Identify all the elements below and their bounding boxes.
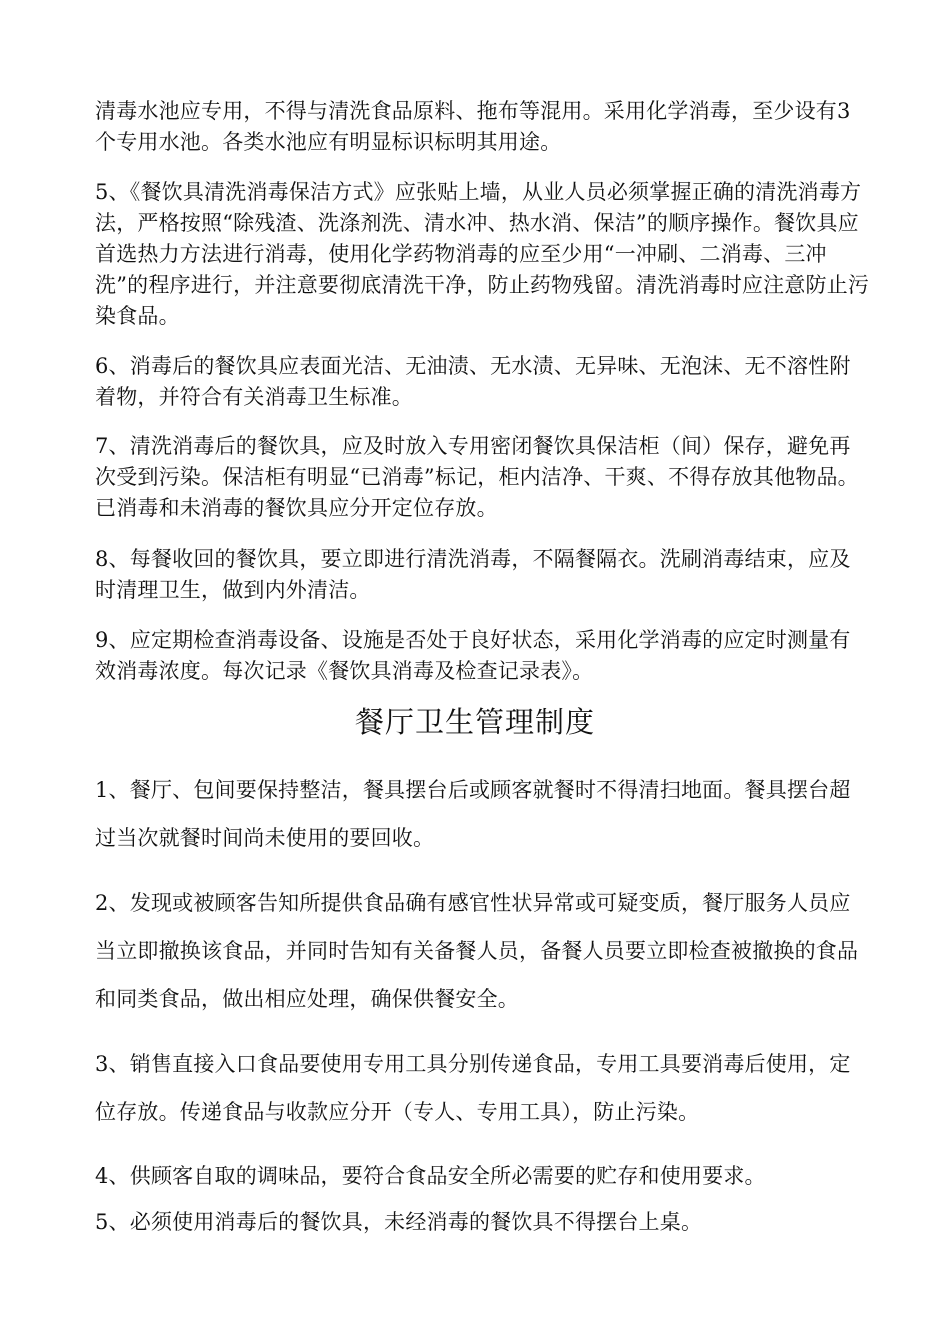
section-title: 餐厅卫生管理制度 [354,705,595,739]
paragraph-rule-9: 9、应定期检查消毒设备、设施是否处于良好状态，采用化学消毒的应定时测量有效消毒浓度。每次记录《餐饮具消毒及检查记录表》。 [95,628,851,683]
paragraph-sink-rules: 清毒水池应专用，不得与清洗食品原料、拖布等混用。采用化学消毒，至少设有3个专用水池。各类水池应有明显标识标明其用途。 [95,99,851,154]
paragraph-restaurant-rule-5: 5、必须使用消毒后的餐饮具，未经消毒的餐饮具不得摆台上桌。 [95,1210,703,1234]
paragraph-rule-7: 7、清洗消毒后的餐饮具，应及时放入专用密闭餐饮具保洁柜（间）保存，避免再次受到污染。保洁柜有明显“已消毒”标记，柜内洁净、干爽、不得存放其他物品。已消毒和未消毒的餐饮具应分开定位存放。 [95,434,859,520]
paragraph-restaurant-rule-2: 2、发现或被顾客告知所提供食品确有感官性状异常或可疑变质，餐厅服务人员应当立即撤换该食品，并同时告知有关备餐人员，备餐人员要立即检查被撤换的食品和同类食品，做出相应处理，确保供餐安全。 [95,891,859,1011]
paragraph-restaurant-rule-1: 1、餐厅、包间要保持整洁，餐具摆台后或顾客就餐时不得清扫地面。餐具摆台超过当次就餐时间尚未使用的要回收。 [95,778,851,850]
paragraph-rule-5: 5、《餐饮具清洗消毒保洁方式》应张贴上墙，从业人员必须掌握正确的清洗消毒方法，严格按照“除残渣、洗涤剂洗、清水冲、热水消、保洁”的顺序操作。餐饮具应首选热力方法进行消毒，使用化学药物消毒的应至少用“一冲刷、二消毒、三冲洗”的程序进行，并注意要彻底清洗干净，防止药物残留。清洗消毒时应注意防止污染食品。 [95,180,870,328]
paragraph-rule-8: 8、每餐收回的餐饮具，要立即进行清洗消毒，不隔餐隔衣。洗刷消毒结束，应及时清理卫生，做到内外清洁。 [95,547,851,602]
paragraph-restaurant-rule-3: 3、销售直接入口食品要使用专用工具分别传递食品，专用工具要消毒后使用，定位存放。传递食品与收款应分开（专人、专用工具），防止污染。 [95,1052,851,1124]
paragraph-restaurant-rule-4: 4、供顾客自取的调味品，要符合食品安全所必需要的贮存和使用要求。 [95,1164,766,1188]
paragraph-rule-6: 6、消毒后的餐饮具应表面光洁、无油渍、无水渍、无异味、无泡沫、无不溶性附着物，并符合有关消毒卫生标准。 [95,354,851,409]
